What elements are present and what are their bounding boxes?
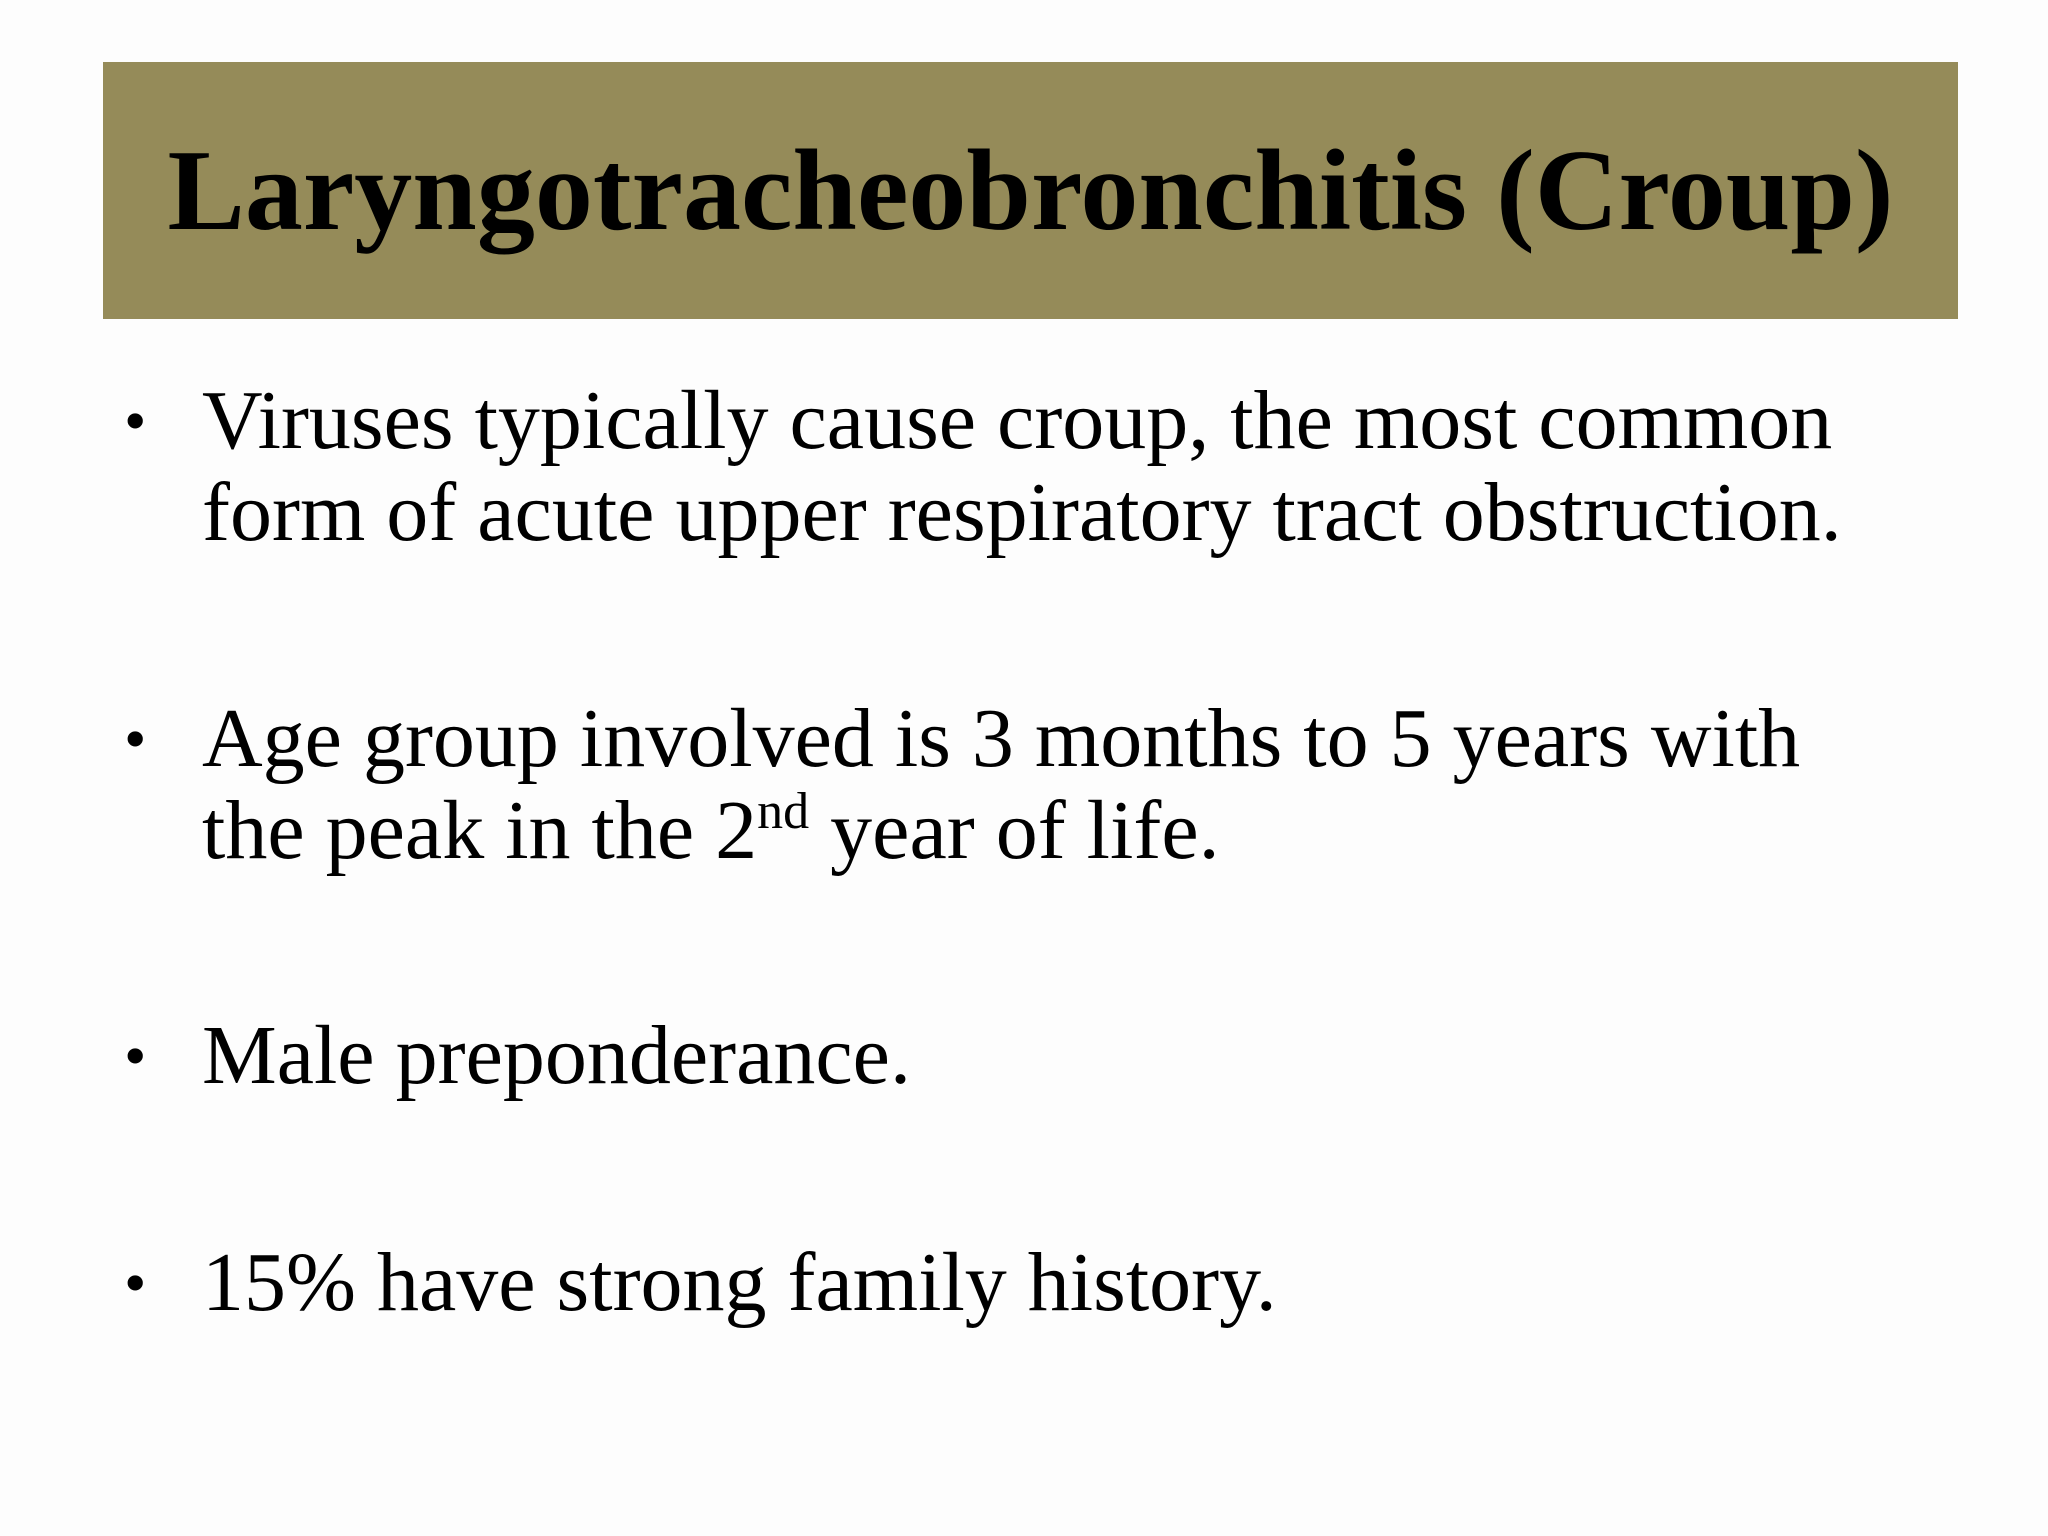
ordinal-superscript: nd	[757, 783, 810, 840]
bullet-line-post: year of life.	[809, 784, 1220, 877]
bullet-dot: •	[124, 703, 147, 774]
title-bar	[103, 62, 1958, 319]
bullet-text	[202, 375, 2002, 559]
bullet-dot: •	[124, 1020, 147, 1091]
bullet-text	[202, 1010, 2002, 1102]
bullet-line-with-superscript	[202, 785, 2002, 877]
bullet-line: 15% have strong family history.	[202, 1236, 1277, 1329]
bullet-line: Age group involved is 3 months to 5 years with	[202, 692, 1801, 785]
bullet-text	[202, 1237, 2002, 1329]
bullet-dot: •	[124, 385, 147, 456]
bullet-line: Viruses typically cause croup, the most common	[202, 374, 1833, 467]
bullet-text	[202, 693, 2002, 877]
bullet-line: form of acute upper respiratory tract obstruction.	[202, 466, 1842, 559]
bullet-line: Male preponderance.	[202, 1009, 911, 1102]
bullet-dot: •	[124, 1247, 147, 1318]
bullet-line-pre: the peak in the 2	[202, 784, 758, 877]
slide-title: Laryngotracheobronchitis (Croup)	[167, 126, 1894, 255]
